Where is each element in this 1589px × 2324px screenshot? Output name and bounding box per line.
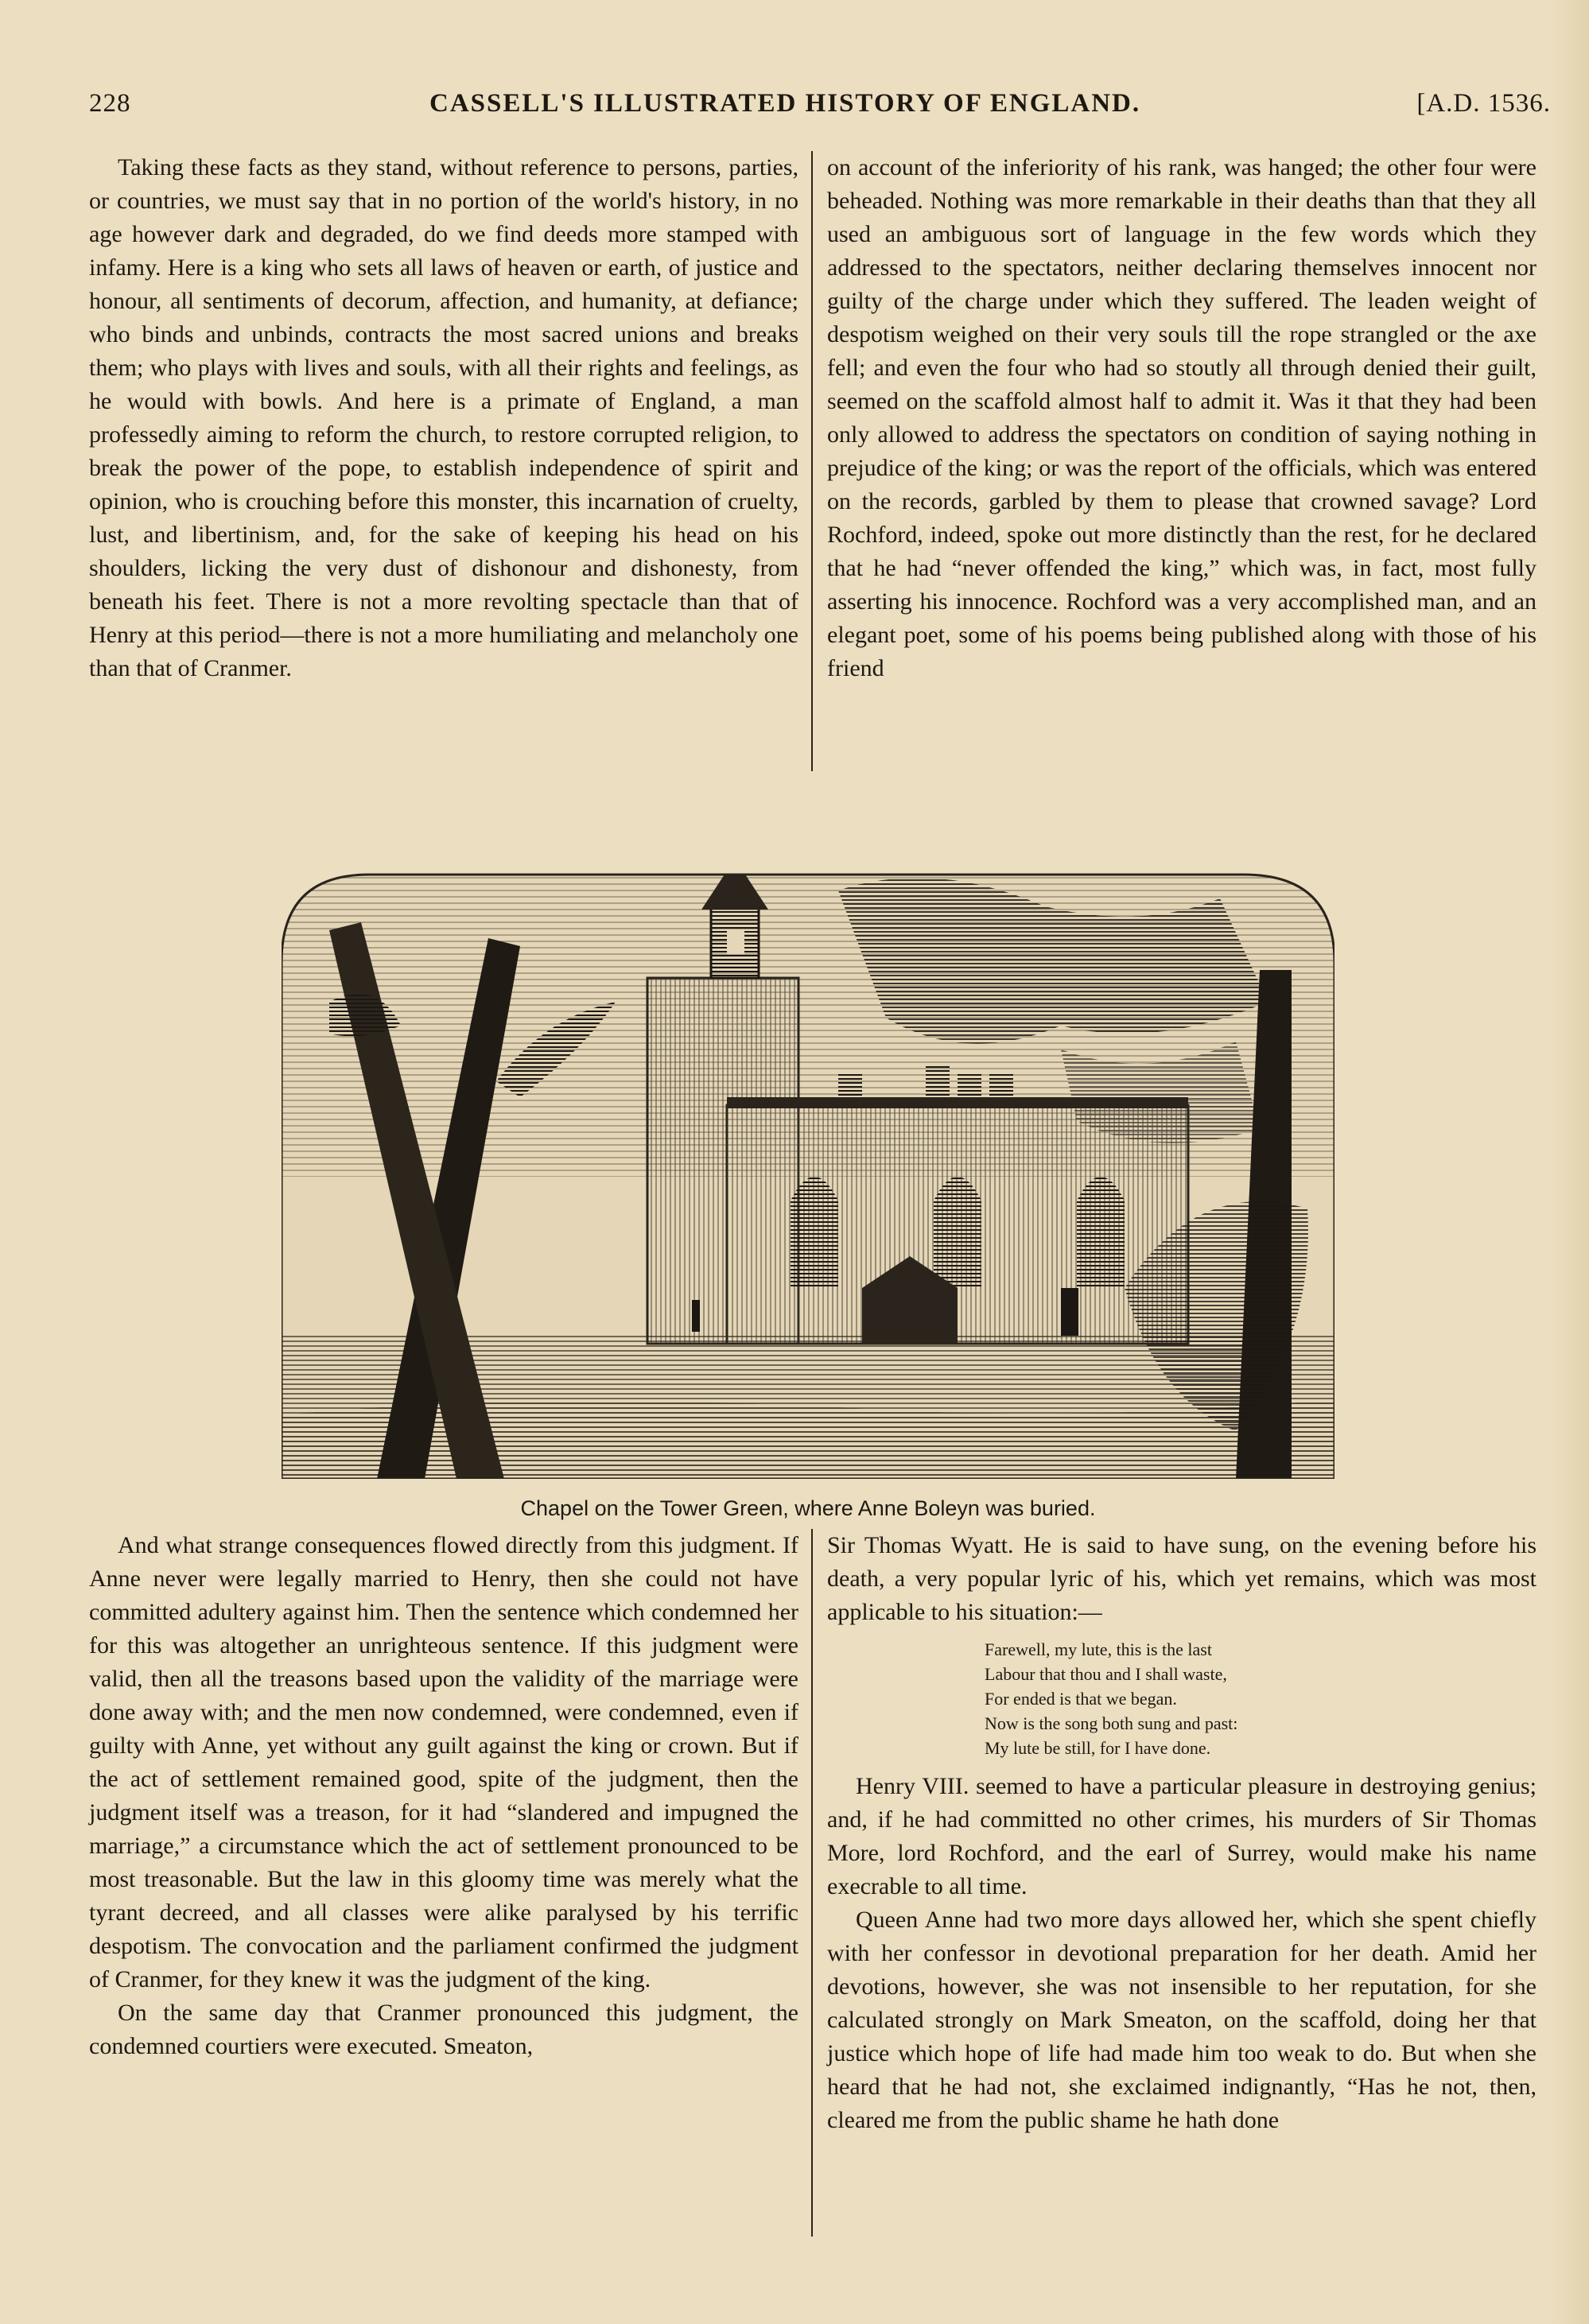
column-bottom-left: [89, 1529, 798, 2063]
engraving-scene: [282, 843, 1335, 1479]
paragraph: Henry VIII. seemed to have a particular pleasure in destroying genius; and, if he had committed no other crimes, his murders of Sir Thomas More, lord Rochford, and the earl of Surrey, would make his name execrable to all time.: [827, 1773, 1537, 1899]
column-divider: [811, 151, 813, 771]
figure-caption: Chapel on the Tower Green, where Anne Boleyn was buried.: [520, 1496, 1096, 1520]
poem-quote: [985, 1637, 1537, 1760]
column-top-left: [89, 151, 798, 685]
column-divider: [811, 1529, 813, 2237]
column-bottom-right: [827, 1529, 1537, 2137]
chapel-engraving: [282, 843, 1335, 1479]
page-number: 228: [89, 89, 131, 118]
running-header: [89, 89, 1551, 132]
paragraph: on account of the inferiority of his rank, was hanged; the other four were beheaded. Nothing was more remarkable in their deaths than that they all used an ambiguous sort of language in the few words which they addressed to the spectators, neither declaring themselves innocent nor guilty of the charge under which they suffered. The leaden weight of despotism weighed on their very souls till the rope strangled or the axe fell; and even the four who had so stoutly all through denied their guilt, seemed on the scaffold almost half to admit it. Was it that they had been only allowed to address the spectators on condition of saying nothing in prejudice of the king; or was the report of the officials, which was entered on the records, garbled by them to please that crowned savage? Lord Rochford, indeed, spoke out more distinctly than the rest, for he declared that he had “never offended the king,” which was, in fact, most fully asserting his innocence. Rochford was a very accomplished man, and an elegant poet, some of his poems being published along with those of his friend: [827, 154, 1537, 681]
paragraph: On the same day that Cranmer pronounced this judgment, the condemned courtiers were executed. Smeaton,: [89, 2000, 798, 2059]
column-top-right: [827, 151, 1537, 685]
poem-line: My lute be still, for I have done.: [985, 1738, 1211, 1758]
paragraph: Taking these facts as they stand, without reference to persons, parties, or countries, we must say that in no portion of the world's history, in no age however dark and degraded, do we find deeds more stamped with infamy. Here is a king who sets all laws of heaven or earth, of justice and honour, all sentiments of decorum, affection, and humanity, at defiance; who binds and unbinds, contracts the most sacred unions and breaks them; who plays with lives and souls, with all their rights and feelings, as he would with bowls. And here is a primate of England, a man professedly aiming to reform the church, to restore corrupted religion, to break the power of the pope, to establish independence of spirit and opinion, who is crouching before this monster, this incarnation of cruelty, lust, and libertinism, and, for the sake of keeping his head on his shoulders, licking the very dust of dishonour and dishonesty, from beneath his feet. There is not a more revolting spectacle than that of Henry at this period—there is not a more humiliating and melancholy one than that of Cranmer.: [89, 154, 798, 681]
poem-line: Farewell, my lute, this is the last: [985, 1639, 1212, 1659]
running-title: CASSELL'S ILLUSTRATED HISTORY OF ENGLAND.: [429, 89, 1141, 118]
paragraph: And what strange consequences flowed directly from this judgment. If Anne never were legally married to Henry, then she could not have committed adultery against him. Then the sentence which condemned her for this was altogether an unrighteous sentence. If this judgment were valid, then all the treasons based upon the validity of the marriage were done away with; and the men now condemned, were condemned, even if guilty with Anne, yet without any guilt against the king or crown. But if the act of settlement remained good, spite of the judgment, then the judgment itself was a treason, for it had “slandered and impugned the marriage,” a circumstance which the act of settlement pronounced to be most treasonable. But the law in this gloomy time was merely what the tyrant decreed, and all classes were alike paralysed by his terrific despotism. The convocation and the parliament confirmed the judgment of Cranmer, for they knew it was the judgment of the king.: [89, 1532, 798, 1992]
paragraph: Queen Anne had two more days allowed her, which she spent chiefly with her confessor in devotional preparation for her death. Amid her devotions, however, she was not insensible to her reputation, for she calculated strongly on Mark Smeaton, on the scaffold, doing her that justice which hope of life had made him too weak to do. But when she heard that he had not, she exclaimed indignantly, “Has he not, then, cleared me from the public shame he hath done: [827, 1907, 1537, 2133]
page-edge: [1549, 0, 1589, 2324]
poem-line: Labour that thou and I shall waste,: [985, 1664, 1227, 1684]
poem-line: For ended is that we began.: [985, 1689, 1177, 1709]
date-stamp: [A.D. 1536.: [1416, 89, 1551, 118]
poem-line: Now is the song both sung and past:: [985, 1713, 1238, 1733]
paragraph: Sir Thomas Wyatt. He is said to have sung, on the evening before his death, a very popular lyric of his, which yet remains, which was most applicable to his situation:—: [827, 1532, 1537, 1625]
